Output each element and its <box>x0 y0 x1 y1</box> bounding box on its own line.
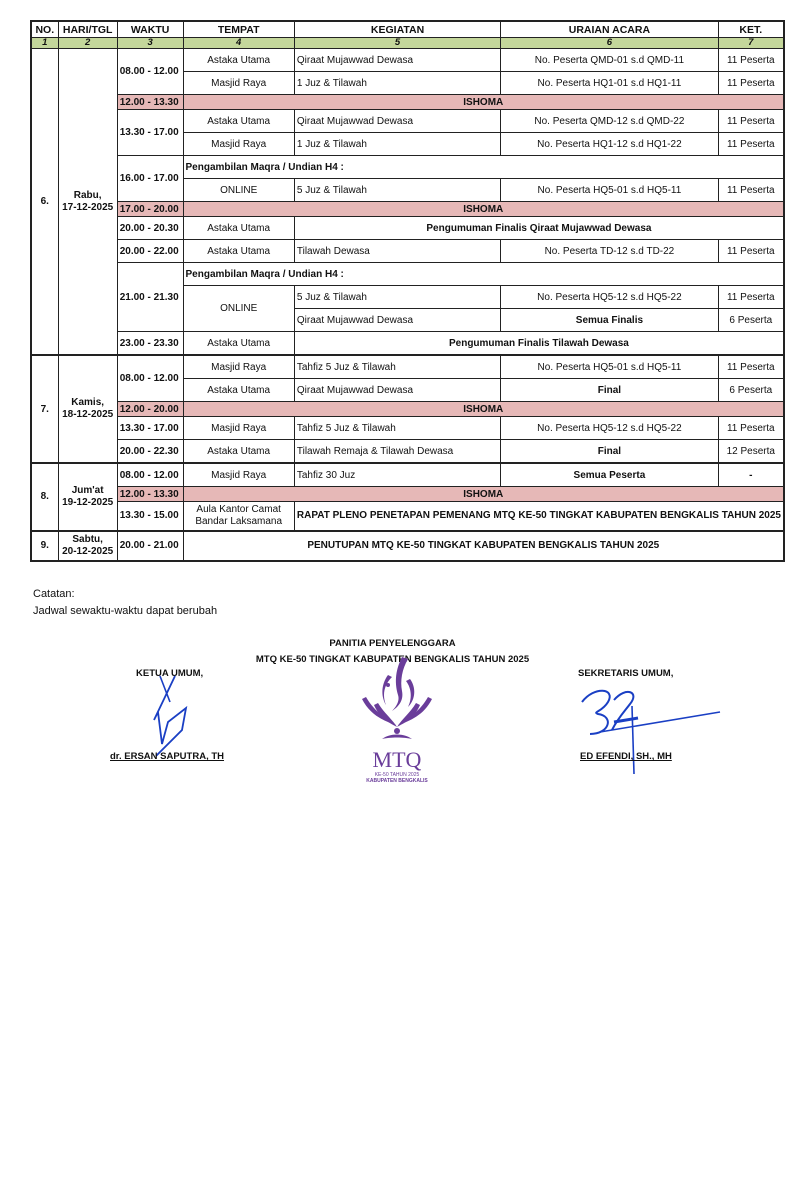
logo-subtext1: KE-50 TAHUN 2025 <box>374 772 420 778</box>
activity-cell: Qiraat Mujawwad Dewasa <box>294 309 500 332</box>
day-date <box>58 463 117 531</box>
break-label: ISHOMA <box>183 402 784 417</box>
logo-subtext2: KABUPATEN BENGKALIS <box>366 778 428 784</box>
day-date <box>58 531 117 561</box>
description-cell: Semua Finalis <box>501 309 718 332</box>
notes-section <box>33 586 217 620</box>
signer-name: ED EFENDI, SH., MH <box>580 751 672 762</box>
activity-cell: Qiraat Mujawwad Dewasa <box>294 379 500 402</box>
description-cell: No. Peserta HQ5-12 s.d HQ5-22 <box>501 417 718 440</box>
col-number: 4 <box>183 38 294 49</box>
time-cell: 13.30 - 15.00 <box>117 502 183 531</box>
col-number: 7 <box>718 38 784 49</box>
time-cell: 21.00 - 21.30 <box>117 263 183 332</box>
place-cell: Astaka Utama <box>183 240 294 263</box>
description-cell: Final <box>501 440 718 464</box>
place-line: Aula Kantor Camat <box>196 503 281 515</box>
note-cell: 11 Peserta <box>718 355 784 379</box>
table-row <box>31 263 784 286</box>
section-heading: Pengambilan Maqra / Undian H4 : <box>183 263 784 286</box>
time-cell: 13.30 - 17.00 <box>117 417 183 440</box>
col-header-description: URAIAN ACARA <box>501 21 718 38</box>
mtq-logo <box>352 655 442 785</box>
place-cell: Astaka Utama <box>183 440 294 464</box>
day-number: 9. <box>31 531 58 561</box>
table-row <box>31 531 784 561</box>
place-cell: Masjid Raya <box>183 133 294 156</box>
activity-cell: Tahfiz 30 Juz <box>294 463 500 487</box>
table-row <box>31 463 784 487</box>
announcement-cell: PENUTUPAN MTQ KE-50 TINGKAT KABUPATEN BENGKALIS TAHUN 2025 <box>183 531 784 561</box>
date: 19-12-2025 <box>62 496 114 508</box>
description-cell: No. Peserta QMD-12 s.d QMD-22 <box>501 110 718 133</box>
place-cell: Astaka Utama <box>183 49 294 72</box>
col-header-day: HARI/TGL <box>58 21 117 38</box>
day-date <box>58 355 117 463</box>
activity-cell: Qiraat Mujawwad Dewasa <box>294 49 500 72</box>
description-cell: No. Peserta HQ5-01 s.d HQ5-11 <box>501 355 718 379</box>
signature-icon <box>574 682 724 777</box>
time-cell: 20.00 - 22.00 <box>117 240 183 263</box>
section-heading: Pengambilan Maqra / Undian H4 : <box>183 156 784 179</box>
signature-icon <box>140 672 200 758</box>
col-number: 2 <box>58 38 117 49</box>
break-row <box>31 487 784 502</box>
note-cell: 6 Peserta <box>718 309 784 332</box>
header-row <box>31 21 784 38</box>
day-name: Rabu, <box>73 189 102 201</box>
note-cell: 11 Peserta <box>718 133 784 156</box>
description-cell: No. Peserta HQ1-01 s.d HQ1-11 <box>501 72 718 95</box>
time-cell: 20.00 - 20.30 <box>117 217 183 240</box>
note-cell: 11 Peserta <box>718 72 784 95</box>
time-cell: 08.00 - 12.00 <box>117 463 183 487</box>
announcement-cell: RAPAT PLENO PENETAPAN PEMENANG MTQ KE-50 TINGKAT KABUPATEN BENGKALIS TAHUN 2025 <box>294 502 784 531</box>
time-cell: 20.00 - 21.00 <box>117 531 183 561</box>
time-cell: 08.00 - 12.00 <box>117 49 183 95</box>
day-name: Sabtu, <box>72 533 103 545</box>
time-cell: 16.00 - 17.00 <box>117 156 183 202</box>
activity-cell: Tilawah Dewasa <box>294 240 500 263</box>
day-number: 6. <box>31 49 58 356</box>
activity-cell: Tahfiz 5 Juz & Tilawah <box>294 417 500 440</box>
signer-name: dr. ERSAN SAPUTRA, TH <box>110 751 225 762</box>
activity-cell: 5 Juz & Tilawah <box>294 179 500 202</box>
committee-line1: PANITIA PENYELENGGARA <box>329 638 456 649</box>
col-header-note: KET. <box>718 21 784 38</box>
note-cell: 11 Peserta <box>718 49 784 72</box>
col-number: 1 <box>31 38 58 49</box>
note-cell: 6 Peserta <box>718 379 784 402</box>
table-row <box>31 355 784 379</box>
day-number: 7. <box>31 355 58 463</box>
place-cell: ONLINE <box>183 286 294 332</box>
break-row <box>31 402 784 417</box>
col-header-place: TEMPAT <box>183 21 294 38</box>
time-cell: 17.00 - 20.00 <box>117 202 183 217</box>
note-cell: 12 Peserta <box>718 440 784 464</box>
schedule-table <box>30 20 785 562</box>
table-row <box>31 440 784 464</box>
col-number: 6 <box>501 38 718 49</box>
note-cell: 11 Peserta <box>718 286 784 309</box>
description-cell: No. Peserta HQ5-12 s.d HQ5-22 <box>501 286 718 309</box>
time-cell: 08.00 - 12.00 <box>117 355 183 402</box>
table-row <box>31 502 784 531</box>
col-number: 3 <box>117 38 183 49</box>
break-label: ISHOMA <box>183 202 784 217</box>
table-row <box>31 156 784 179</box>
place-cell: Masjid Raya <box>183 417 294 440</box>
time-cell: 12.00 - 20.00 <box>117 402 183 417</box>
place-cell: ONLINE <box>183 179 294 202</box>
day-name: Jum'at <box>71 484 104 496</box>
break-label: ISHOMA <box>183 95 784 110</box>
place-cell: Masjid Raya <box>183 72 294 95</box>
place-cell: Astaka Utama <box>183 379 294 402</box>
note-cell: 11 Peserta <box>718 110 784 133</box>
date: 20-12-2025 <box>62 545 114 557</box>
table-row <box>31 240 784 263</box>
place-cell <box>183 502 294 531</box>
announcement-cell: Pengumuman Finalis Qiraat Mujawwad Dewasa <box>294 217 784 240</box>
day-number: 8. <box>31 463 58 531</box>
committee-line2: MTQ KE-50 TINGKAT KABUPATEN BENGKALIS TAHUN 2025 <box>255 654 530 665</box>
time-cell: 20.00 - 22.30 <box>117 440 183 464</box>
col-header-time: WAKTU <box>117 21 183 38</box>
place-line: Bandar Laksamana <box>195 515 283 527</box>
activity-cell: 1 Juz & Tilawah <box>294 72 500 95</box>
col-header-activity: KEGIATAN <box>294 21 500 38</box>
date: 18-12-2025 <box>62 409 114 420</box>
place-cell: Astaka Utama <box>183 332 294 356</box>
announcement-cell: Pengumuman Finalis Tilawah Dewasa <box>294 332 784 356</box>
day-date <box>58 49 117 356</box>
note-cell: 11 Peserta <box>718 179 784 202</box>
time-cell: 23.00 - 23.30 <box>117 332 183 356</box>
table-row <box>31 417 784 440</box>
place-cell: Astaka Utama <box>183 217 294 240</box>
day-name: Kamis, <box>71 397 105 408</box>
break-label: ISHOMA <box>183 487 784 502</box>
activity-cell: 1 Juz & Tilawah <box>294 133 500 156</box>
activity-cell: Tilawah Remaja & Tilawah Dewasa <box>294 440 500 464</box>
table-row <box>31 217 784 240</box>
description-cell: Final <box>501 379 718 402</box>
place-cell: Astaka Utama <box>183 110 294 133</box>
place-cell: Masjid Raya <box>183 463 294 487</box>
description-cell: Semua Peserta <box>501 463 718 487</box>
activity-cell: 5 Juz & Tilawah <box>294 286 500 309</box>
col-header-no: NO. <box>31 21 58 38</box>
signer-title: SEKRETARIS UMUM, <box>578 668 674 679</box>
activity-cell: Qiraat Mujawwad Dewasa <box>294 110 500 133</box>
table-row <box>31 49 784 72</box>
description-cell: No. Peserta HQ1-12 s.d HQ1-22 <box>501 133 718 156</box>
description-cell: No. Peserta QMD-01 s.d QMD-11 <box>501 49 718 72</box>
col-number: 5 <box>294 38 500 49</box>
activity-cell: Tahfiz 5 Juz & Tilawah <box>294 355 500 379</box>
table-row <box>31 110 784 133</box>
column-number-row <box>31 38 784 49</box>
time-cell: 13.30 - 17.00 <box>117 110 183 156</box>
signer-title: KETUA UMUM, <box>136 668 204 679</box>
note-cell: 11 Peserta <box>718 240 784 263</box>
notes-label: Catatan: <box>33 588 75 600</box>
time-cell: 12.00 - 13.30 <box>117 487 183 502</box>
break-row <box>31 202 784 217</box>
logo-emblem-icon <box>362 657 432 739</box>
note-cell: - <box>718 463 784 487</box>
time-cell: 12.00 - 13.30 <box>117 95 183 110</box>
description-cell: No. Peserta HQ5-01 s.d HQ5-11 <box>501 179 718 202</box>
note-cell: 11 Peserta <box>718 417 784 440</box>
description-cell: No. Peserta TD-12 s.d TD-22 <box>501 240 718 263</box>
notes-text: Jadwal sewaktu-waktu dapat berubah <box>33 605 218 617</box>
place-cell: Masjid Raya <box>183 355 294 379</box>
break-row <box>31 95 784 110</box>
logo-text: MTQ <box>372 747 422 772</box>
date: 17-12-2025 <box>62 201 114 213</box>
table-row <box>31 332 784 356</box>
